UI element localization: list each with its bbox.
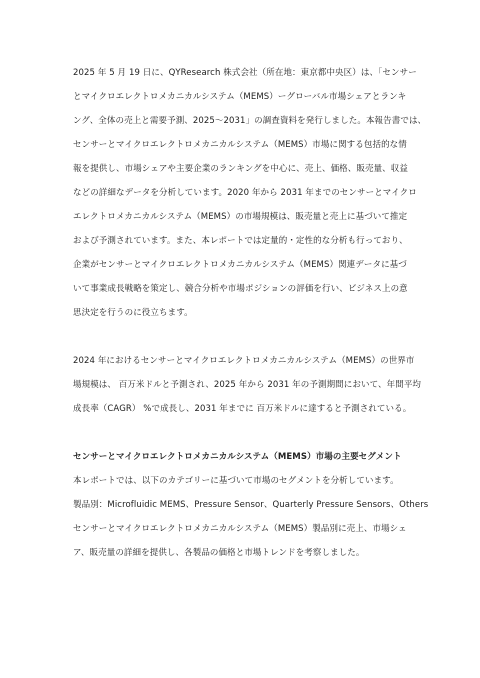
text-line: 思決定を行うのに役立ちます。 — [73, 308, 193, 318]
text-line: 場規模は、 百万米ドルと予測され、2025 年から 2031 年の予測期間において、年間平均 — [73, 380, 422, 390]
text-line: センサーとマイクロエレクトロメカニカルシステム（MEMS）市場に関する包括的な情 — [73, 140, 407, 150]
text-line: 企業がセンサーとマイクロエレクトロメカニカルシステム（MEMS）関連データに基づ — [73, 260, 407, 270]
text-line: ア、販売量の詳細を提供し、各製品の価格と市場トレンドを考察しました。 — [73, 548, 365, 558]
section-heading: センサーとマイクロエレクトロメカニカルシステム（MEMS）市場の主要セグメント — [73, 452, 402, 462]
text-line: 成長率（CAGR） %で成長し、2031 年までに 百万米ドルに達すると予測されている。 — [73, 404, 412, 414]
text-line: 本レポートでは、以下のカテゴリーに基づいて市場のセグメントを分析しています。 — [73, 476, 399, 486]
text-line: および予測されています。また、本レポートでは定量的・定性的な分析も行っており、 — [73, 236, 408, 246]
text-line: ング、全体の売上と需要予測、2025～2031」の調査資料を発行しました。本報告書では、 — [73, 116, 427, 126]
text-line: 製品別：Microfluidic MEMS、Pressure Sensor、Quarterly Pressure Sensors、Others — [73, 500, 429, 510]
text-line: いて事業成長戦略を策定し、競合分析や市場ポジションの評価を行い、ビジネス上の意 — [73, 284, 408, 294]
text-line: などの詳細なデータを分析しています。2020 年から 2031 年までのセンサーとマイクロ — [73, 188, 417, 198]
text-line: とマイクロエレクトロメカニカルシステム（MEMS）ーグローバル市場シェアとランキ — [73, 92, 407, 102]
text-line: 2025 年 5 月 19 日に、QYResearch 株式会社（所在地：東京都中央区）は、「センサー — [73, 68, 417, 78]
text-line: 2024 年におけるセンサーとマイクロエレクトロメカニカルシステム（MEMS）の世界市 — [73, 356, 415, 366]
text-line: 報を提供し、市場シェアや主要企業のランキングを中心に、売上、価格、販売量、収益 — [73, 164, 408, 174]
text-line: エレクトロメカニカルシステム（MEMS）の市場規模は、販売量と売上に基づいて推定 — [73, 212, 408, 222]
text-line: センサーとマイクロエレクトロメカニカルシステム（MEMS）製品別に売上、市場シェ — [73, 524, 407, 534]
